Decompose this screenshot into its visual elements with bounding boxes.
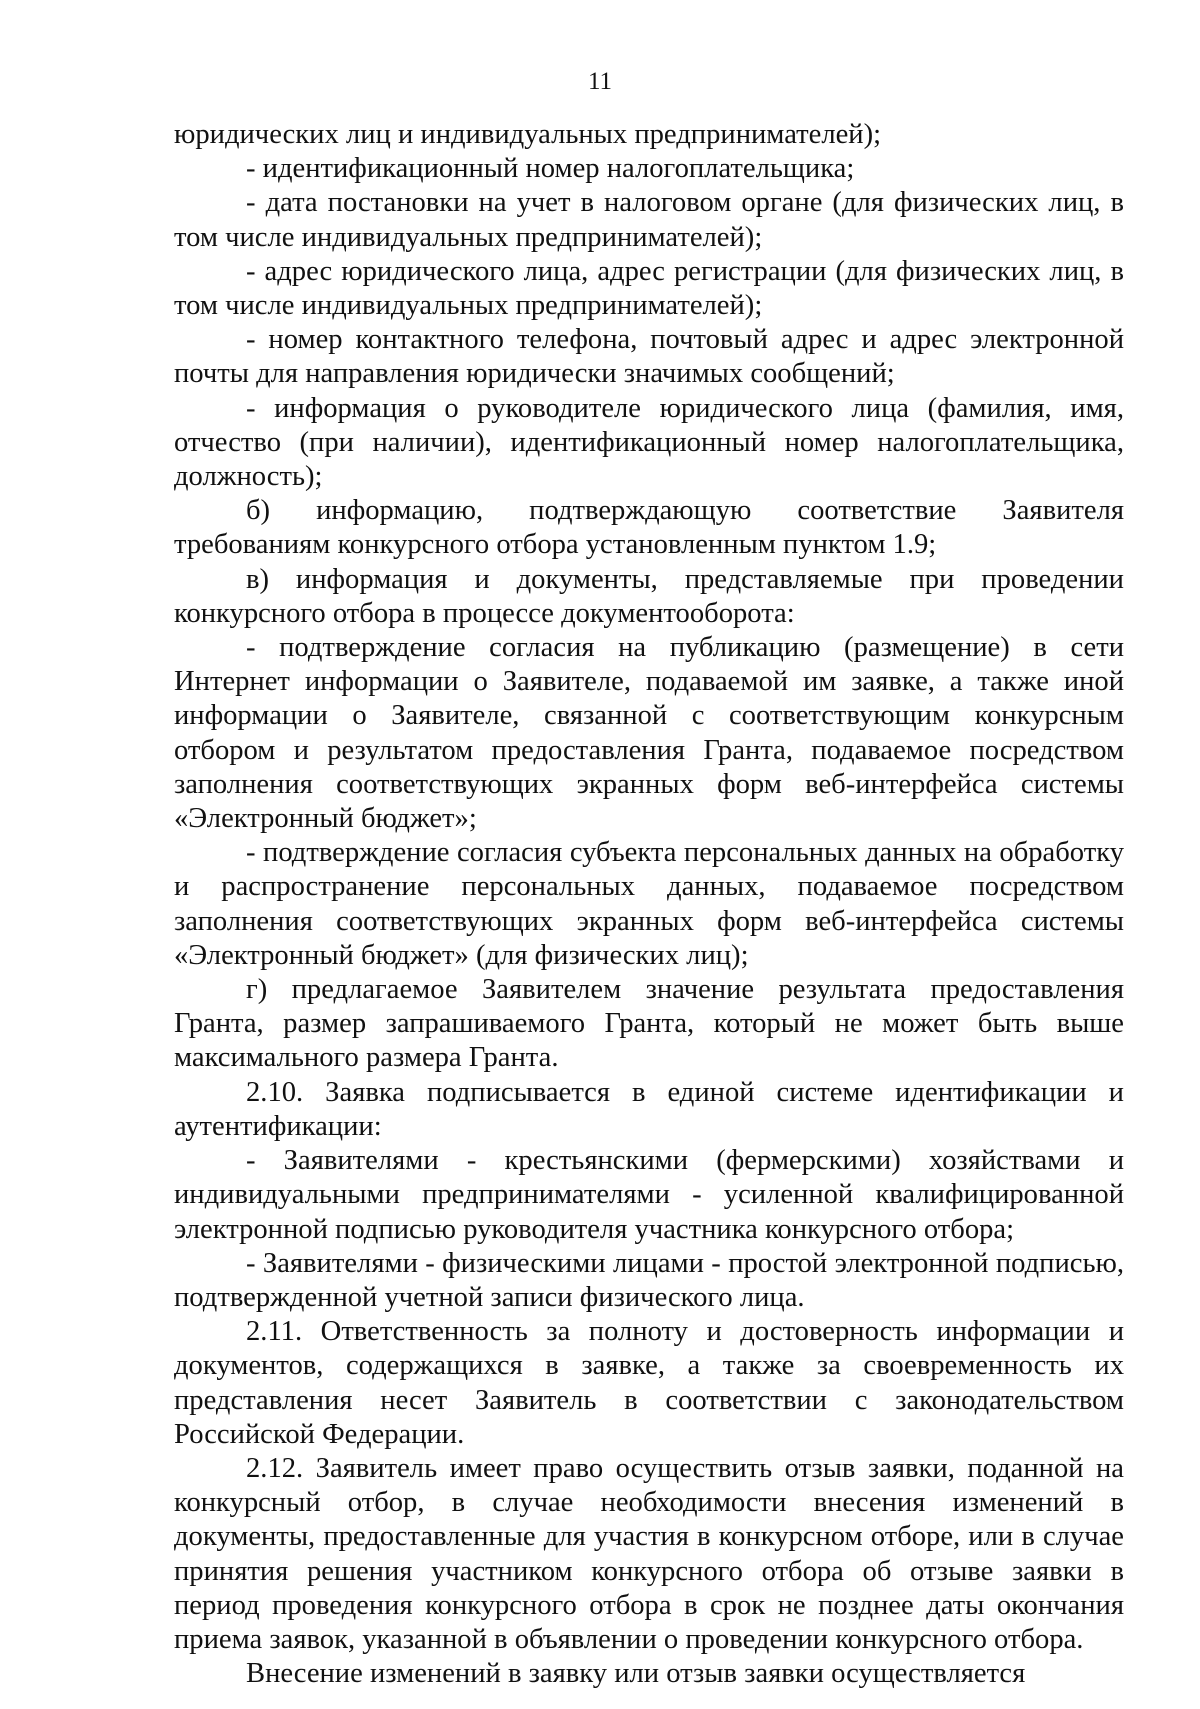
paragraph: б) информацию, подтверждающую соответствие Заявителя требованиям конкурсного отбора установленным пунктом 1.9; bbox=[174, 495, 1124, 561]
paragraph: - идентификационный номер налогоплательщика; bbox=[246, 153, 855, 185]
document-body bbox=[174, 118, 1124, 1691]
paragraph: - подтверждение согласия субъекта персональных данных на обработку и распространение персональных данных, подаваемое посредством заполнения соответствующих экранных форм веб-интерфейса системы «Электронный бюджет» (для физических лиц); bbox=[174, 837, 1124, 971]
paragraph: 2.10. Заявка подписывается в единой системе идентификации и аутентификации: bbox=[174, 1076, 1124, 1142]
paragraph: - номер контактного телефона, почтовый адрес и адрес электронной почты для направления юридически значимых сообщений; bbox=[174, 324, 1124, 390]
paragraph: Внесение изменений в заявку или отзыв заявки осуществляется bbox=[246, 1658, 1026, 1690]
paragraph: 2.12. Заявитель имеет право осуществить отзыв заявки, поданной на конкурсный отбор, в случае необходимости внесения изменений в документы, предоставленные для участия в конкурсном отборе, или в случае принятия решения участником конкурсного отбора об отзыве заявки в период проведения конкурсного отбора в срок не позднее даты окончания приема заявок, указанной в объявлении о проведении конкурсного отбора. bbox=[174, 1452, 1124, 1655]
paragraph: - Заявителями - крестьянскими (фермерскими) хозяйствами и индивидуальными предпринимателями - усиленной квалифицированной электронной подписью руководителя участника конкурсного отбора; bbox=[174, 1145, 1124, 1245]
paragraph: - дата постановки на учет в налоговом органе (для физических лиц, в том числе индивидуальных предпринимателей); bbox=[174, 187, 1124, 253]
paragraph: - Заявителями - физическими лицами - простой электронной подписью, подтвержденной учетной записи физического лица. bbox=[174, 1247, 1124, 1313]
paragraph: 2.11. Ответственность за полноту и достоверность информации и документов, содержащихся в заявке, а также за своевременность их представления несет Заявитель в соответствии с законодательством Российской Федерации. bbox=[174, 1316, 1124, 1450]
paragraph: в) информация и документы, представляемые при проведении конкурсного отбора в процессе документооборота: bbox=[174, 563, 1124, 629]
paragraph: г) предлагаемое Заявителем значение результата предоставления Гранта, размер запрашиваемого Гранта, который не может быть выше максимального размера Гранта. bbox=[174, 974, 1124, 1074]
paragraph: - подтверждение согласия на публикацию (размещение) в сети Интернет информации о Заявителе, подаваемой им заявке, а также иной информации о Заявителе, связанной с соответствующим конкурсным отбором и результатом предоставления Гранта, подаваемое посредством заполнения соответствующих экранных форм веб-интерфейса системы «Электронный бюджет»; bbox=[174, 632, 1124, 835]
paragraph: юридических лиц и индивидуальных предпринимателей); bbox=[174, 119, 882, 150]
paragraph: - информация о руководителе юридического лица (фамилия, имя, отчество (при наличии), идентификационный номер налогоплательщика, должность); bbox=[174, 392, 1124, 493]
page-number: 11 bbox=[587, 68, 613, 95]
paragraph: - адрес юридического лица, адрес регистрации (для физических лиц, в том числе индивидуальных предпринимателей); bbox=[174, 255, 1124, 322]
